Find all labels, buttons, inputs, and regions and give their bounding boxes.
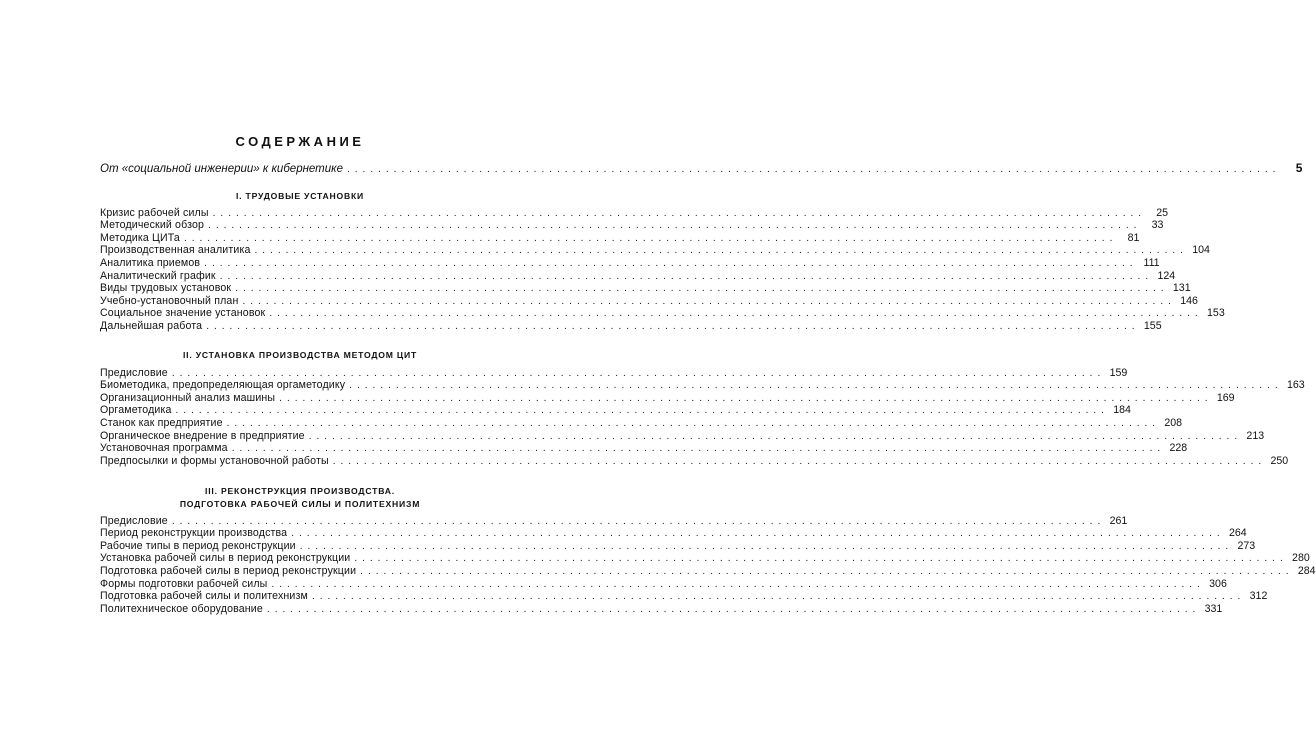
- toc-list-section-2: [100, 366, 1305, 467]
- leader-dots: ........................................................................................................................: [291, 528, 1225, 540]
- toc-entry-title: Аналитика приемов: [100, 256, 201, 269]
- toc-entry[interactable]: [100, 539, 1256, 552]
- leader-dots: ........................................................................................................................: [347, 164, 1281, 175]
- toc-entry[interactable]: [100, 307, 1225, 320]
- leader-dots: ........................................................................................................................: [271, 578, 1205, 590]
- leader-dots: ........................................................................................................................: [360, 565, 1294, 577]
- leader-dots: ........................................................................................................................: [266, 603, 1201, 615]
- toc-entry-title: Рабочие типы в период реконструкции: [100, 539, 296, 552]
- leader-dots: ........................................................................................................................: [235, 283, 1169, 295]
- section-heading-line: ПОДГОТОВКА РАБОЧЕЙ СИЛЫ И ПОЛИТЕХНИЗМ: [179, 499, 421, 509]
- leader-dots: ........................................................................................................................: [208, 220, 1142, 232]
- toc-entry[interactable]: [100, 404, 1131, 417]
- toc-entry-title: Виды трудовых установок: [100, 282, 232, 295]
- toc-entry-title: Установочная программа: [100, 442, 228, 455]
- leader-dots: ........................................................................................................................: [171, 515, 1106, 527]
- toc-entry-page: 312: [1249, 590, 1268, 603]
- leader-dots: ........................................................................................................................: [332, 455, 1267, 467]
- toc-entry-title: От «социальной инженерии» к кибернетике: [100, 163, 343, 175]
- toc-entry-page: 273: [1237, 539, 1256, 552]
- page-title: СОДЕРЖАНИЕ: [235, 134, 365, 149]
- toc-entry[interactable]: [100, 366, 1128, 379]
- toc-entry-page: 228: [1169, 442, 1188, 455]
- section-heading-2: [0, 349, 600, 362]
- toc-entry-page: 146: [1180, 294, 1198, 307]
- leader-dots: ........................................................................................................................: [206, 320, 1140, 332]
- leader-dots: ........................................................................................................................: [242, 295, 1176, 307]
- leader-dots: ........................................................................................................................: [354, 553, 1288, 565]
- toc-entry-title: Предисловие: [100, 514, 168, 527]
- toc-entry[interactable]: [100, 552, 1310, 565]
- toc-entry-title: Период реконструкции производства: [100, 527, 288, 540]
- toc-entry-page: 208: [1164, 416, 1183, 429]
- toc-entry-page: 250: [1270, 454, 1289, 467]
- toc-entry-page: 124: [1157, 269, 1176, 282]
- leader-dots: ........................................................................................................................: [226, 417, 1161, 429]
- toc-entry-title: Социальное значение установок: [100, 307, 266, 320]
- toc-entry-page: 169: [1216, 391, 1235, 404]
- toc-entry-page: 264: [1228, 527, 1247, 540]
- leader-dots: ........................................................................................................................: [219, 270, 1154, 282]
- toc-entry-title: Учебно-установочный план: [100, 294, 239, 307]
- toc-entry-title: Формы подготовки рабочей силы: [100, 577, 268, 590]
- toc-entry-title: Методический обзор: [100, 219, 205, 232]
- toc-entry-title: Аналитический график: [100, 269, 216, 282]
- leader-dots: ........................................................................................................................: [299, 540, 1234, 552]
- toc-entry-page: 5: [1295, 161, 1303, 175]
- toc-entry[interactable]: [100, 391, 1235, 404]
- toc-entry-title: Биометодика, предопределяющая оргаметодику: [100, 379, 346, 392]
- toc-entry[interactable]: [100, 319, 1162, 332]
- toc-list-section-3: [100, 514, 1316, 615]
- toc-entry-page: 104: [1192, 244, 1210, 257]
- toc-entry-title: Предисловие: [100, 366, 168, 379]
- toc-entry[interactable]: [100, 206, 1169, 219]
- toc-entry-page: 163: [1286, 379, 1305, 392]
- toc-entry[interactable]: [100, 219, 1164, 232]
- toc-entry-title: Методика ЦИТа: [100, 231, 180, 244]
- toc-entry[interactable]: [100, 527, 1247, 540]
- section-heading-line: III. РЕКОНСТРУКЦИЯ ПРОИЗВОДСТВА.: [205, 486, 395, 496]
- toc-entry-title: Кризис рабочей силы: [100, 206, 209, 219]
- toc-entry-page: 153: [1207, 307, 1225, 320]
- section-heading-3: [0, 485, 600, 511]
- toc-entry-page: 25: [1156, 206, 1169, 219]
- toc-entry-page: 159: [1109, 366, 1128, 379]
- toc-entry[interactable]: [100, 416, 1183, 429]
- leader-dots: ........................................................................................................................: [212, 207, 1147, 219]
- toc-entry-page: 184: [1113, 404, 1131, 417]
- leader-dots: ........................................................................................................................: [269, 308, 1203, 320]
- toc-entry-title: Производственная аналитика: [100, 244, 251, 257]
- toc-entry[interactable]: [100, 602, 1223, 615]
- toc-list-section-1: [100, 206, 1225, 332]
- toc-entry[interactable]: [100, 454, 1289, 467]
- toc-entry[interactable]: [100, 269, 1176, 282]
- toc-entry-page: 111: [1143, 256, 1160, 269]
- toc-entry-page: 331: [1204, 602, 1223, 615]
- toc-entry[interactable]: [100, 577, 1227, 590]
- toc-entry[interactable]: [100, 244, 1210, 257]
- toc-entry-title: Станок как предприятие: [100, 416, 223, 429]
- leader-dots: ........................................................................................................................: [204, 257, 1138, 269]
- toc-entry-page: 81: [1127, 231, 1140, 244]
- section-heading-line: II. УСТАНОВКА ПРОИЗВОДСТВА МЕТОДОМ ЦИТ: [182, 350, 418, 360]
- toc-entry-title: Организационный анализ машины: [100, 391, 276, 404]
- toc-entry-page: 284: [1297, 564, 1316, 577]
- toc-entry-intro[interactable]: [100, 159, 1303, 175]
- toc-entry-page: 213: [1246, 429, 1265, 442]
- toc-entry[interactable]: [100, 231, 1140, 244]
- toc-entry[interactable]: [100, 379, 1305, 392]
- toc-entry-title: Дальнейшая работа: [100, 319, 203, 332]
- toc-entry[interactable]: [100, 429, 1265, 442]
- leader-dots: ........................................................................................................................: [311, 591, 1246, 603]
- section-heading-line: I. ТРУДОВЫЕ УСТАНОВКИ: [235, 191, 365, 201]
- toc-entry-title: Предпосылки и формы установочной работы: [100, 454, 329, 467]
- toc-entry-page: 261: [1109, 514, 1128, 527]
- toc-entry-title: Оргаметодика: [100, 404, 172, 417]
- toc-entry[interactable]: [100, 514, 1128, 527]
- toc-entry-page: 280: [1292, 552, 1310, 565]
- leader-dots: ........................................................................................................................: [279, 392, 1213, 404]
- leader-dots: ........................................................................................................................: [175, 405, 1109, 417]
- toc-entry[interactable]: [100, 590, 1268, 603]
- toc-entry-page: 155: [1143, 319, 1162, 332]
- toc-entry-page: 131: [1172, 282, 1191, 295]
- toc-entry[interactable]: [100, 442, 1188, 455]
- toc-entry[interactable]: [100, 256, 1160, 269]
- toc-entry[interactable]: [100, 564, 1316, 577]
- leader-dots: ........................................................................................................................: [308, 430, 1243, 442]
- section-heading-1: [0, 190, 600, 203]
- leader-dots: ........................................................................................................................: [349, 380, 1283, 392]
- toc-entry-title: Органическое внедрение в предприятие: [100, 429, 305, 442]
- toc-entry-title: Подготовка рабочей силы и политехнизм: [100, 590, 308, 603]
- toc-entry-title: Подготовка рабочей силы в период реконструкции: [100, 564, 357, 577]
- leader-dots: ........................................................................................................................: [231, 443, 1166, 455]
- leader-dots: ........................................................................................................................: [254, 245, 1188, 257]
- toc-entry-page: 306: [1209, 577, 1227, 590]
- toc-entry-title: Политехническое оборудование: [100, 602, 263, 615]
- toc-entry[interactable]: [100, 282, 1191, 295]
- leader-dots: ........................................................................................................................: [171, 367, 1106, 379]
- leader-dots: ........................................................................................................................: [183, 232, 1118, 244]
- toc-entry-title: Установка рабочей силы в период реконструкции: [100, 552, 351, 565]
- toc-entry[interactable]: [100, 294, 1198, 307]
- toc-entry-page: 33: [1151, 219, 1164, 232]
